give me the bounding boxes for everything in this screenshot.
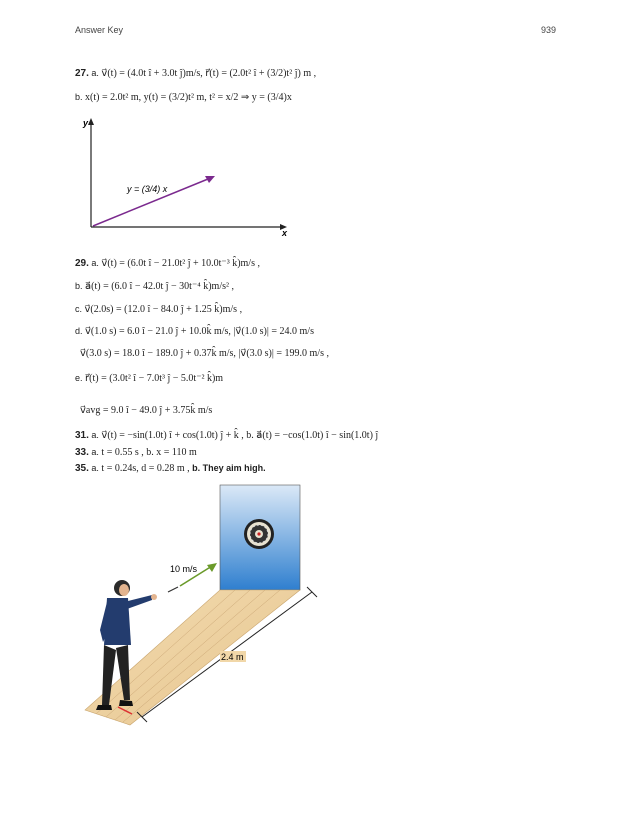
problem-part: a. <box>91 68 99 78</box>
dart-icon <box>168 587 178 592</box>
problem-29d-2 <box>80 347 329 361</box>
speed-label: 10 m/s <box>170 564 198 574</box>
problem-answer: b. They aim high. <box>192 463 266 473</box>
problem-part: a. <box>91 258 99 268</box>
problem-27b <box>75 90 292 105</box>
problem-expression: v⃗(3.0 s) = 18.0 î − 189.0 ĵ + 0.37k̂ m/s, |v⃗(3.0 s)| = 199.0 m/s , <box>80 348 329 359</box>
distance-tick <box>307 587 317 597</box>
problem-expression: t = 0.24s, d = 0.28 m , <box>101 463 190 474</box>
y-axis-arrow <box>88 118 94 125</box>
problem-35 <box>75 461 266 476</box>
problem-27a <box>75 66 316 81</box>
problem-number: 29. <box>75 258 89 269</box>
problem-expression: v⃗(t) = −sin(1.0t) î + cos(1.0t) ĵ + k̂ , b. a⃗(t) = −cos(1.0t) î − sin(1.0t) ĵ <box>101 430 379 441</box>
problem-expression: v⃗(1.0 s) = 6.0 î − 21.0 ĵ + 10.0k̂ m/s, |v⃗(1.0 s)| = 24.0 m/s <box>85 326 314 337</box>
problem-part: a. <box>91 463 99 473</box>
problem-33 <box>75 445 197 460</box>
problem-part: b. <box>75 92 83 102</box>
page-number: 939 <box>540 25 556 35</box>
problem-number: 27. <box>75 68 89 79</box>
problem-number: 31. <box>75 430 89 441</box>
problem-expression: v⃗(t) = (4.0t î + 3.0t ĵ)m/s, r⃗(t) = (2.0t² î + (3/2)t² ĵ) m , <box>101 68 317 79</box>
problem-29d-1 <box>75 324 314 339</box>
problem-expression: v⃗(t) = (6.0t î − 21.0t² ĵ + 10.0t⁻³ k̂)m/s , <box>101 258 260 269</box>
problem-expression: v⃗(2.0s) = (12.0 î − 84.0 ĵ + 1.25 k̂)m/s , <box>84 304 243 315</box>
problem-29a <box>75 256 260 271</box>
problem-29e <box>75 371 223 386</box>
problem-part: a. <box>91 447 99 457</box>
trajectory-line-label: y = (3/4) x <box>127 184 168 194</box>
problem-29f <box>80 404 212 418</box>
problem-29c <box>75 302 242 317</box>
dart-illustration <box>0 480 630 750</box>
problem-expression: t = 0.55 s , b. x = 110 m <box>101 447 197 458</box>
problem-expression: a⃗(t) = (6.0 î − 42.0t ĵ − 30t⁻⁴ k̂)m/s² , <box>85 281 234 292</box>
problem-number: 33. <box>75 447 89 458</box>
problem-part: b. <box>75 281 83 291</box>
x-axis-label: x <box>282 228 288 238</box>
problem-part: e. <box>75 373 83 383</box>
header-left: Answer Key <box>75 25 124 35</box>
problem-part: a. <box>91 430 99 440</box>
problem-expression: v⃗avg = 9.0 î − 49.0 ĵ + 3.75k̂ m/s <box>80 405 213 416</box>
problem-part: d. <box>75 326 83 336</box>
problem-part: c. <box>75 304 83 314</box>
y-axis-label: y <box>83 118 89 128</box>
problem-31 <box>75 428 378 443</box>
problem-expression: r⃗(t) = (3.0t² î − 7.0t³ ĵ − 5.0t⁻² k̂)m <box>85 373 224 384</box>
trajectory-graph <box>0 112 630 242</box>
distance-label: 2.4 m <box>221 652 244 662</box>
dartboard-icon <box>244 519 274 549</box>
problem-expression: x(t) = 2.0t² m, y(t) = (3/2)t² m, t² = x/2 ⇒ y = (3/4)x <box>85 92 292 103</box>
problem-29b <box>75 279 234 294</box>
problem-number: 35. <box>75 463 89 474</box>
